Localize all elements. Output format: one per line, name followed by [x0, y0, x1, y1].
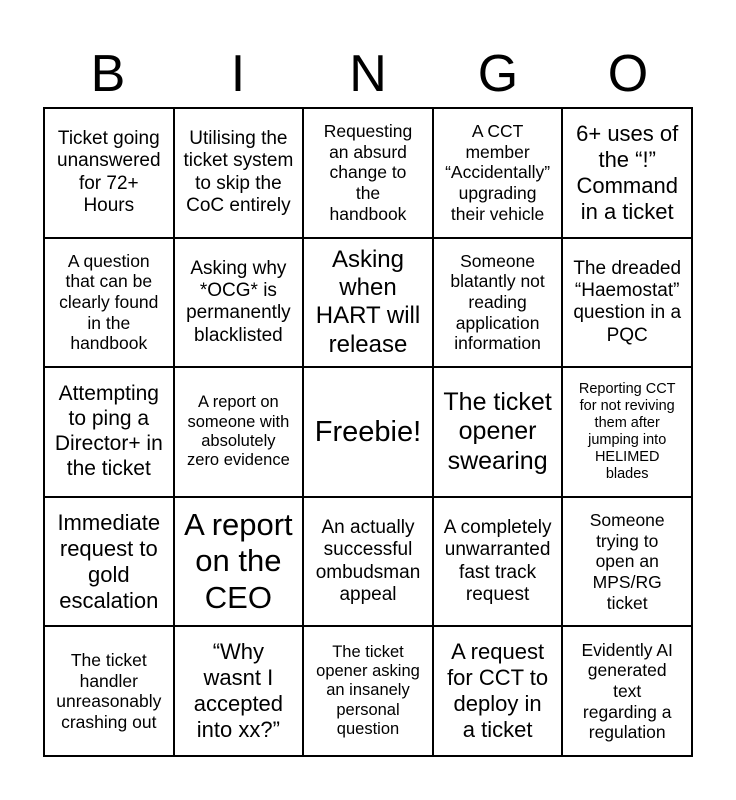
cell-text: A report on the CEO	[184, 506, 293, 615]
cell-text: The ticket opener swearing	[443, 387, 552, 475]
cell-text: Utilising the ticket system to skip the CoC entirely	[183, 127, 294, 217]
cell-text: Immediate request to gold escalation	[57, 509, 161, 613]
bingo-cell[interactable]	[174, 497, 304, 627]
bingo-cell[interactable]	[174, 108, 304, 238]
bingo-cell[interactable]	[44, 367, 174, 497]
bingo-cell[interactable]	[433, 108, 563, 238]
cell-text: Someone trying to open an MPS/RG ticket	[589, 509, 665, 613]
bingo-card	[43, 107, 693, 757]
bingo-cell[interactable]	[562, 626, 692, 756]
title-letter-i: I	[230, 45, 246, 103]
cell-text: 6+ uses of the “!” Command in a ticket	[576, 120, 679, 224]
free-cell[interactable]	[303, 367, 433, 497]
title-letter-b: B	[90, 45, 126, 103]
cell-text: Reporting CCT for not reviving them after jumping into HELIMED blades	[578, 380, 676, 483]
cell-text: The ticket handler unreasonably crashing out	[56, 649, 162, 732]
title-letter-g: G	[477, 45, 519, 103]
bingo-cell[interactable]	[44, 238, 174, 368]
cell-text: Asking when HART will release	[315, 245, 421, 358]
bingo-cell[interactable]	[303, 626, 433, 756]
bingo-cell[interactable]	[303, 108, 433, 238]
cell-text: Ticket going unanswered for 72+ Hours	[57, 127, 161, 217]
bingo-cell[interactable]	[562, 367, 692, 497]
bingo-cell[interactable]	[174, 238, 304, 368]
bingo-cell[interactable]	[562, 108, 692, 238]
cell-text: Attempting to ping a Director+ in the ticket	[54, 382, 163, 480]
bingo-cell[interactable]	[44, 626, 174, 756]
cell-text: A completely unwarranted fast track request	[443, 516, 552, 605]
cell-text: A report on someone with absolutely zero evidence	[187, 393, 290, 470]
bingo-cell[interactable]	[303, 238, 433, 368]
bingo-cell[interactable]	[44, 108, 174, 238]
bingo-cell[interactable]	[433, 497, 563, 627]
bingo-cell[interactable]	[433, 626, 563, 756]
bingo-cell[interactable]	[433, 238, 563, 368]
bingo-cell[interactable]	[44, 497, 174, 627]
cell-text: “Why wasnt I accepted into xx?”	[193, 639, 284, 743]
bingo-cell[interactable]	[174, 367, 304, 497]
bingo-title	[43, 44, 693, 104]
cell-text: The dreaded “Haemostat” question in a PQC	[573, 257, 682, 346]
bingo-cell[interactable]	[174, 626, 304, 756]
bingo-cell[interactable]	[433, 367, 563, 497]
cell-text: Freebie!	[314, 415, 422, 448]
title-letter-n: N	[349, 45, 387, 103]
cell-text: The ticket opener asking an insanely personal question	[316, 642, 420, 739]
cell-text: Evidently AI generated text regarding a regulation	[581, 639, 673, 743]
cell-text: A request for CCT to deploy in a ticket	[447, 639, 549, 743]
cell-text: An actually successful ombudsman appeal	[315, 516, 421, 605]
bingo-cell[interactable]	[303, 497, 433, 627]
bingo-cell[interactable]	[562, 497, 692, 627]
cell-text: Someone blatantly not reading application information	[450, 250, 545, 354]
bingo-cell[interactable]	[562, 238, 692, 368]
cell-text: Asking why *OCG* is permanently blacklisted	[186, 257, 291, 346]
cell-text: A CCT member “Accidentally” upgrading their vehicle	[445, 121, 551, 224]
cell-text: Requesting an absurd change to the handbook	[323, 121, 413, 224]
title-letter-o: O	[607, 45, 649, 103]
cell-text: A question that can be clearly found in the handbook	[59, 250, 159, 354]
